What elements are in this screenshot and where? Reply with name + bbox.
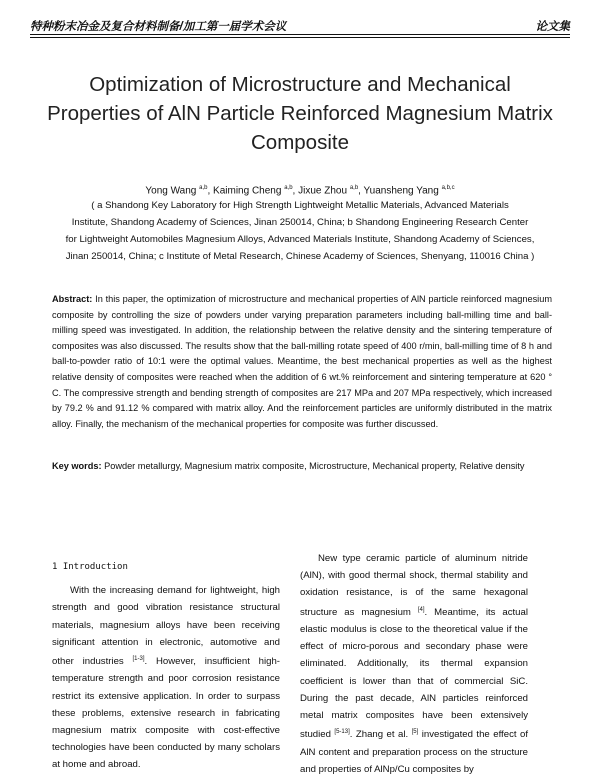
title-line: Composite bbox=[251, 131, 349, 154]
abstract-text: In this paper, the optimization of microstructure and mechanical properties of AlN particle reinforced magnesium composite by controlling the size of powders under varying preparation parameters including ball-milling time and ball-milling speed was investigated. In addition, the relationship between the relative density and the sintering temperature of composites was also discussed. The results show that the ball-milling rotate speed of 400 r/min, ball-milling time of 8 h and ball-to-powder ratio of 10:1 were the optimal values. Meantime, the best mechanical properties as well as the highest relative density of composites were reached when the addition of 6 wt.% reinforcement and sintering temperature at 620 ° C. The compressive strength and bending strength of composites are 217 MPa and 207 MPa respectively, which increased by 79.2 % and 91.12 % compared with matrix alloy. And the reinforcement particles are uniformly distributed in the matrix alloy. Finally, the mechanism of the mechanical properties for composite was further discussed. bbox=[52, 294, 552, 429]
paper-title bbox=[40, 70, 560, 157]
author-name: Jixue Zhou bbox=[298, 185, 348, 197]
section-heading: 1 Introduction bbox=[52, 562, 128, 572]
keywords bbox=[52, 459, 552, 475]
body-text: . Meantime, its actual elastic modulus is close to the theoretical value if the effect of micro-porous and secondary phase were eliminated. Additionally, its thermal expansion coefficient is lower than that of commercial SiC. During the past decade, AlN particles reinforced metal matrix composites have been extensively studied bbox=[300, 606, 528, 741]
affiliation-line: ( a Shandong Key Laboratory for High Strength Lightweight Metallic Materials, Advanced Materials bbox=[91, 200, 509, 211]
keywords-label: Key words: bbox=[52, 461, 102, 471]
citation: [5-13] bbox=[334, 729, 350, 736]
abstract bbox=[52, 292, 552, 432]
header-rule-thick bbox=[30, 34, 570, 35]
intro-paragraph bbox=[52, 582, 280, 773]
body-text: New type ceramic particle of aluminum nitride (AlN), with good thermal shock, thermal stability and oxidation resistance, is of the same hexagonal structure as magnesium bbox=[300, 553, 528, 618]
body-text: . However, insufficient high-temperature strength and poor corrosion resistance restrict its extensive application. In order to surpass these problems, extensive research in fabricating magnesium matrix composite with cost-effective technologies have been conducted by many scholars at home and abroad. bbox=[52, 656, 281, 771]
affiliation-line: Institute, Shandong Academy of Sciences, Jinan 250014, China; b Shandong Engineering Research Center bbox=[71, 217, 529, 228]
body-paragraph bbox=[300, 550, 528, 778]
author-name: Kaiming Cheng bbox=[213, 185, 282, 197]
author-affiliation-mark: a,b bbox=[349, 185, 359, 191]
title-line: Properties of AlN Particle Reinforced Magnesium Matrix bbox=[47, 102, 553, 125]
right-column bbox=[300, 550, 528, 778]
section-name: 论文集 bbox=[535, 21, 570, 33]
body-text: With the increasing demand for lightweight, high strength and good vibration resistance structural materials, magnesium alloys have been receiving significant attention in electronic, automotive and other industries bbox=[52, 585, 280, 668]
author-affiliation-mark: a,b bbox=[284, 185, 293, 191]
title-line: Optimization of Microstructure and Mechanical bbox=[89, 73, 511, 96]
journal-name: 特种粉末冶金及复合材料制备/加工第一届学术会议 bbox=[30, 21, 287, 33]
affiliation-line: Jinan 250014, China; c Institute of Metal Research, Chinese Academy of Sciences, Shenyang, 110016 China ) bbox=[65, 251, 535, 262]
author-name: Yong Wang bbox=[145, 185, 197, 197]
citation: [1-3] bbox=[132, 656, 145, 663]
citation: [4] bbox=[417, 606, 425, 613]
left-column bbox=[52, 550, 280, 774]
affiliation-line: for Lightweight Automobiles Magnesium Alloys, Advanced Materials Institute, Shandong Academy of Sciences, bbox=[65, 234, 535, 245]
abstract-label: Abstract: bbox=[52, 294, 93, 304]
body-text: . Zhang et al. bbox=[349, 729, 409, 741]
author-affiliation-mark: a,b bbox=[199, 185, 208, 191]
keywords-text: Powder metallurgy, Magnesium matrix composite, Microstructure, Mechanical property, Relative density bbox=[104, 461, 525, 471]
body-text: investigated the effect of AlN content and preparation process on the structure and properties of AlNp/Cu composites by bbox=[300, 729, 528, 775]
running-header bbox=[30, 14, 570, 38]
author-affiliation-mark: a,b,c bbox=[441, 185, 455, 191]
author-name: Yuansheng Yang bbox=[363, 185, 439, 197]
affiliations bbox=[34, 197, 566, 265]
citation: [5] bbox=[411, 729, 419, 736]
author-list: Yong Wang $^{a,b}$, Kaiming Cheng $^{a,b}$, Jixue Zhou $^{a,b}$, Yuansheng Yang $^{a,b,c}$ bbox=[145, 185, 455, 197]
header-rule-thin bbox=[30, 37, 570, 38]
